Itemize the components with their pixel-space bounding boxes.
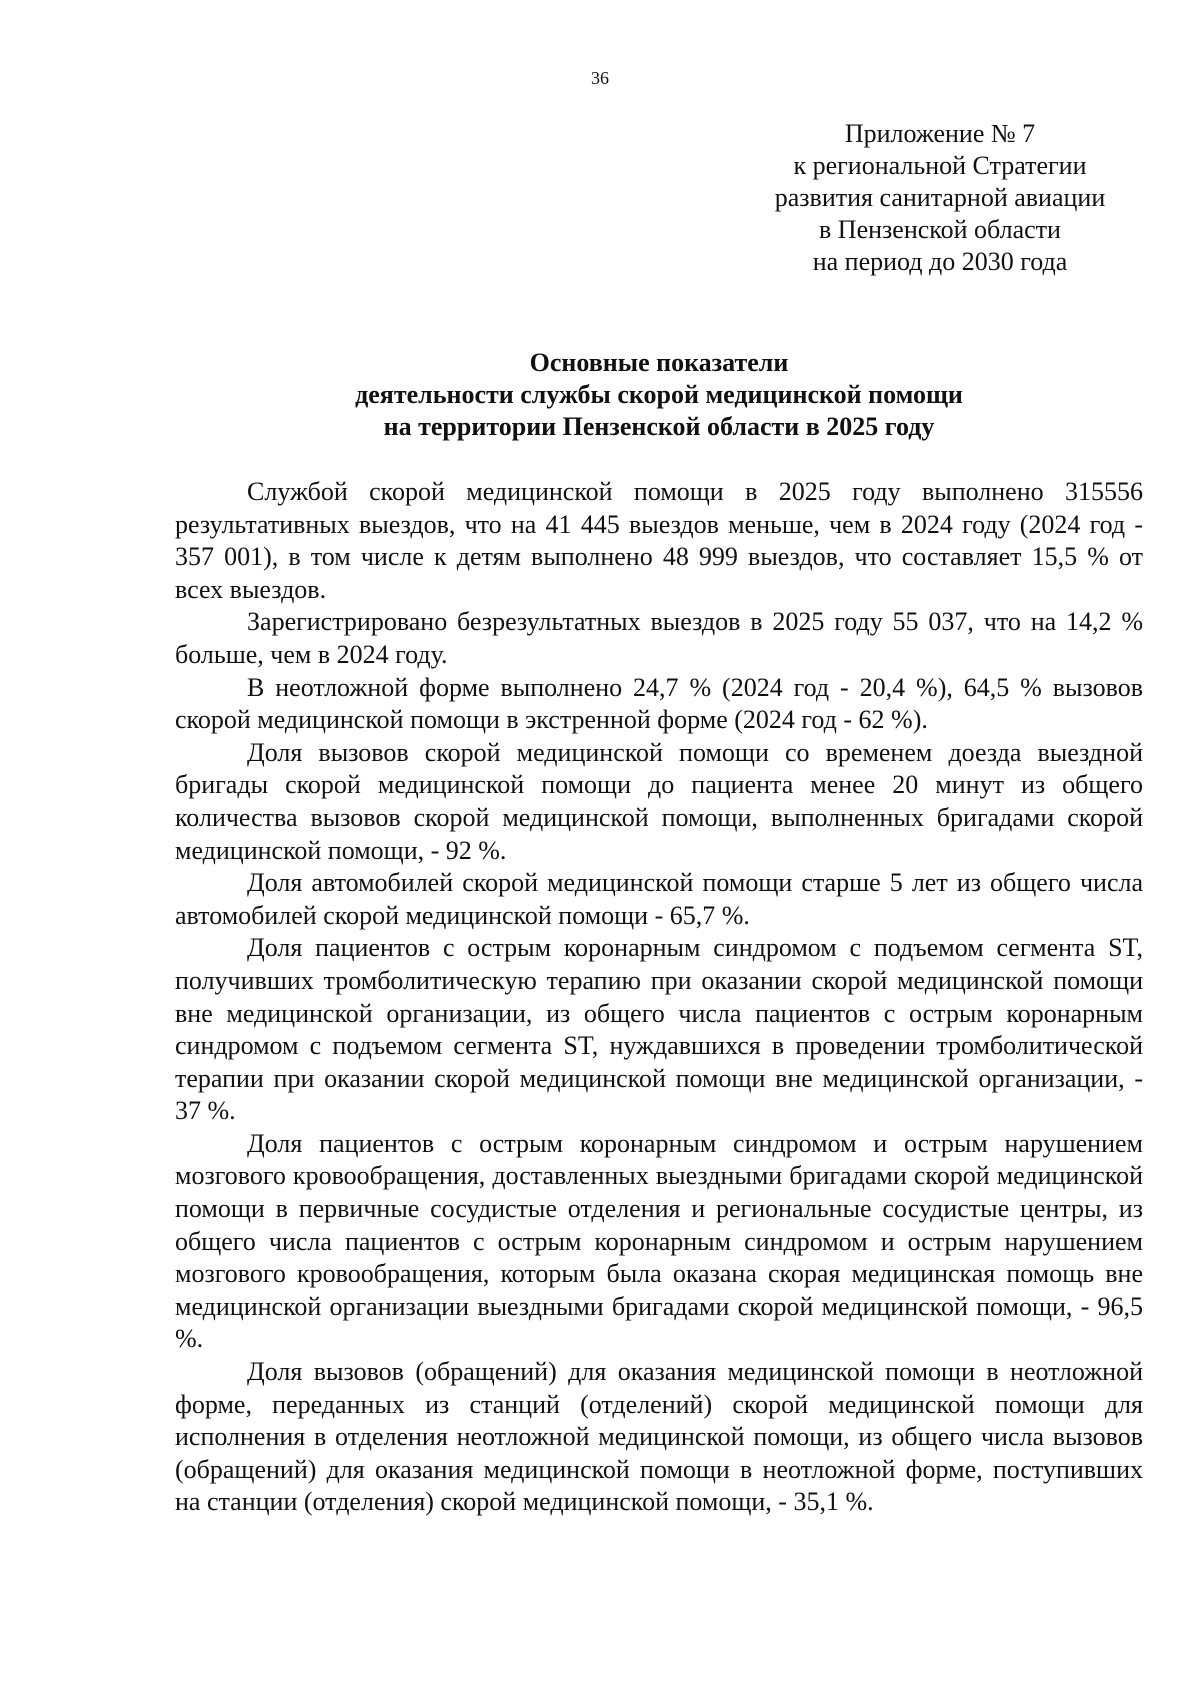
title-line: на территории Пензенской области в 2025 году (383, 412, 935, 441)
appendix-line: на период до 2030 года (812, 247, 1068, 276)
paragraph-total-calls: Службой скорой медицинской помощи в 2025 году выполнено 315556 результативных выездов, что на 41 445 выездов меньше, чем в 2024 году (2024 год - 357 001), в том числе к детям выполнено 48 999 выездов, что составляет 15,5 % от всех выездов. (175, 477, 1143, 604)
paragraph-vascular-centers: Доля пациентов с острым коронарным синдромом и острым нарушением мозгового кровообращения, доставленных выездными бригадами скорой медицинской помощи в первичные сосудистые отделения и региональные сосудистые центры, из общего числа пациентов с острым коронарным синдромом и острым нарушением мозгового кровообращения, которым была оказана скорая медицинская помощь вне медицинской организации выездными бригадами скорой медицинской помощи, - 96,5 %. (175, 1128, 1143, 1354)
paragraph-unsuccessful-calls: Зарегистрировано безрезультатных выездов в 2025 году 55 037, что на 14,2 % больше, чем в 2024 году. (175, 607, 1143, 669)
paragraph-thrombolytic-therapy: Доля пациентов с острым коронарным синдромом с подъемом сегмента ST, получивших тромболитическую терапию при оказании скорой медицинской помощи вне медицинской организации, из общего числа пациентов с острым коронарным синдромом с подъемом сегмента ST, нуждавшихся в проведении тромболитической терапии при оказании скорой медицинской помощи вне медицинской организации, - 37 %. (175, 933, 1143, 1126)
title-line: деятельности службы скорой медицинской помощи (355, 380, 963, 409)
title-line: Основные показатели (529, 348, 789, 377)
document-title (175, 347, 1143, 443)
appendix-line: в Пензенской области (819, 215, 1061, 244)
paragraph-arrival-time: Доля вызовов скорой медицинской помощи со временем доезда выездной бригады скорой медицинской помощи до пациента менее 20 минут из общего количества вызовов скорой медицинской помощи, выполненных бригадами скорой медицинской помощи, - 92 %. (175, 737, 1143, 865)
appendix-line: к региональной Стратегии (793, 151, 1087, 180)
paragraph-urgent-emergency: В неотложной форме выполнено 24,7 % (2024 год - 20,4 %), 64,5 % вызовов скорой медицинской помощи в экстренной форме (2024 год - 62 %). (175, 672, 1143, 735)
appendix-block (748, 118, 1132, 278)
document-body (175, 476, 1143, 1519)
paragraph-vehicle-age: Доля автомобилей скорой медицинской помощи старше 5 лет из общего числа автомобилей скорой медицинской помощи - 65,7 %. (175, 868, 1143, 930)
appendix-line: Приложение № 7 (844, 119, 1036, 148)
paragraph-urgent-transfers: Доля вызовов (обращений) для оказания медицинской помощи в неотложной форме, переданных из станций (отделений) скорой медицинской помощи для исполнения в отделения неотложной медицинской помощи, из общего числа вызовов (обращений) для оказания медицинской помощи в неотложной форме, поступивших на станции (отделения) скорой медицинской помощи, - 35,1 %. (175, 1357, 1143, 1517)
page-number: 36 (591, 68, 609, 88)
appendix-line: развития санитарной авиации (774, 183, 1106, 212)
